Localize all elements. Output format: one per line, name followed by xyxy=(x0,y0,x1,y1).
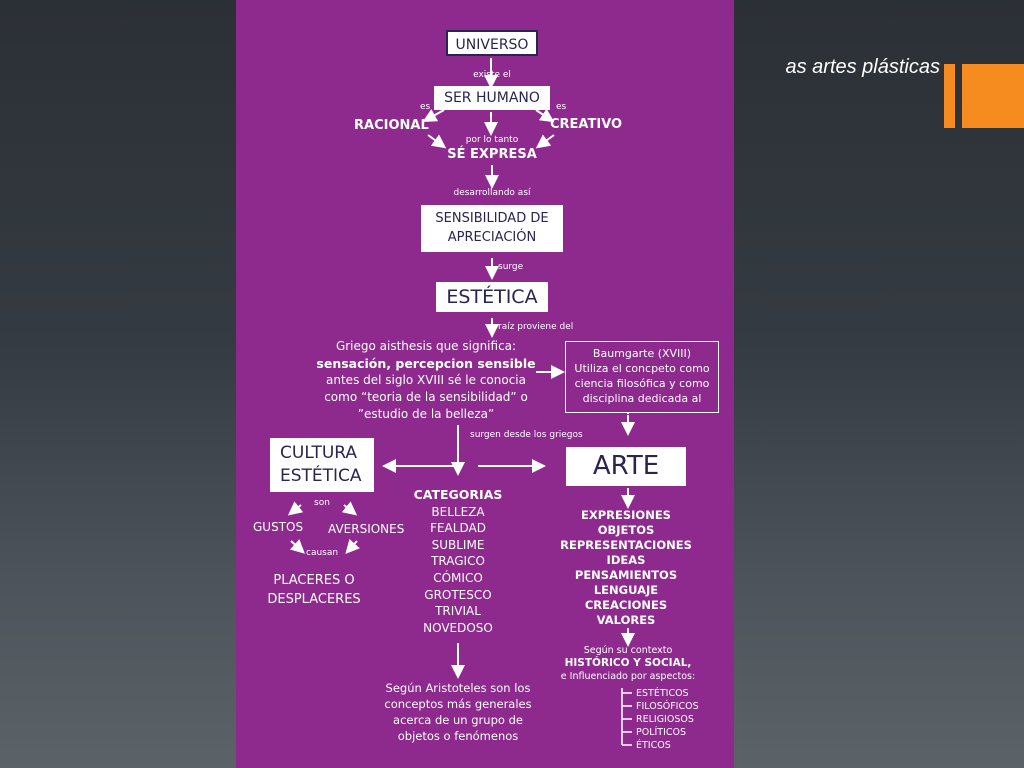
node-racional: RACIONAL xyxy=(354,118,429,133)
expresion-item: OBJETOS xyxy=(597,523,655,537)
baumgarte-line-2: Utiliza el concpeto como xyxy=(574,362,710,375)
node-cultura-estetica xyxy=(270,438,374,492)
griego-line-5: ”estudio de la belleza” xyxy=(357,407,495,421)
node-ser-humano: SER HUMANO xyxy=(434,86,550,110)
node-gustos: GUSTOS xyxy=(253,520,304,534)
sensibilidad-line-1: SENSIBILIDAD DE xyxy=(435,211,549,226)
node-estetica: ESTÉTICA xyxy=(436,282,548,312)
label-por-lo-tanto: por lo tanto xyxy=(465,135,519,145)
baumgarte-line-1: Baumgarte (XVIII) xyxy=(592,347,692,360)
accent-bar-thick xyxy=(962,64,1024,128)
arrow-gustos-placeres xyxy=(291,541,302,551)
aspecto-item: POLÍTICOS xyxy=(636,727,687,738)
node-placeres xyxy=(267,571,360,609)
griego-line-3: antes del siglo XVIII sé le conocia xyxy=(326,373,526,387)
expresiones-list xyxy=(560,508,692,628)
label-es-right: es xyxy=(556,102,567,112)
aspecto-item: FILOSÓFICOS xyxy=(636,701,699,712)
aspectos-list xyxy=(636,687,699,752)
expresion-item: LENGUAJE xyxy=(593,583,659,597)
griego-line-1: Griego aisthesis que significa: xyxy=(335,339,517,353)
aristoteles-line-3: acerca de un grupo de xyxy=(393,713,523,727)
categoria-item: GROTESCO xyxy=(424,587,492,602)
node-arte: ARTE xyxy=(566,447,686,486)
label-es-left: es xyxy=(420,102,431,112)
arrow-aversiones-placeres xyxy=(348,541,357,551)
expresion-item: PENSAMIENTOS xyxy=(574,568,678,582)
label-son: son xyxy=(314,498,330,508)
node-aversiones: AVERSIONES xyxy=(328,522,405,536)
contexto-text xyxy=(561,644,695,683)
aristoteles-line-4: objetos o fenómenos xyxy=(397,729,519,743)
griego-text xyxy=(316,338,535,423)
node-universo: UNIVERSO xyxy=(446,30,538,56)
contexto-line-1: Según su contexto xyxy=(583,645,673,656)
label-raiz: raíz proviene del xyxy=(498,322,574,332)
categoria-item: FEALDAD xyxy=(430,521,486,536)
aspecto-item: ESTÉTICOS xyxy=(636,688,689,699)
placeres-line-2: DESPLACERES xyxy=(267,592,361,607)
arrow-ser-creativo xyxy=(536,110,551,120)
aristoteles-line-1: Según Aristoteles son los xyxy=(385,681,531,695)
categoria-item: BELLEZA xyxy=(431,504,485,519)
arrow-cultura-aversiones xyxy=(344,505,354,513)
categorias-title: CATEGORIAS xyxy=(413,487,503,502)
aspecto-item: ÉTICOS xyxy=(636,740,671,751)
contexto-line-2: HISTÓRICO Y SOCIAL, xyxy=(564,657,692,669)
expresion-item: VALORES xyxy=(596,613,656,627)
expresion-item: REPRESENTACIONES xyxy=(560,538,692,552)
expresion-item: EXPRESIONES xyxy=(581,508,671,522)
cultura-line-1: CULTURA xyxy=(280,443,358,463)
contexto-line-3: e Influenciado por aspectos: xyxy=(560,671,696,682)
concept-map-poster xyxy=(236,0,734,768)
arrow-creativo-expresa xyxy=(539,135,554,146)
label-causan: causan xyxy=(306,548,339,558)
categoria-item: TRAGICO xyxy=(431,554,485,569)
label-surge: surge xyxy=(498,262,524,272)
categoria-item: SUBLIME xyxy=(431,537,485,552)
griego-line-4: como “teoria de la sensibilidad” o xyxy=(324,390,528,404)
node-sensibilidad xyxy=(421,205,563,252)
accent-bar-thin xyxy=(944,64,955,128)
label-existe-el: existe el xyxy=(473,70,511,80)
aspecto-item: RELIGIOSOS xyxy=(636,714,694,725)
slide-title: as artes plásticas xyxy=(785,56,940,78)
aristoteles-text xyxy=(384,680,531,744)
expresion-item: IDEAS xyxy=(606,553,646,567)
placeres-line-1: PLACERES O xyxy=(273,573,355,588)
categorias-list xyxy=(414,487,503,636)
categoria-item: TRIVIAL xyxy=(435,604,481,619)
node-baumgarte xyxy=(565,341,719,413)
griego-line-2: sensación, percepcion sensible xyxy=(316,356,536,371)
label-surgen: surgen desde los griegos xyxy=(470,430,583,440)
arrow-racional-expresa xyxy=(428,135,443,146)
arrow-cultura-gustos xyxy=(291,505,301,513)
cultura-line-2: ESTÉTICA xyxy=(280,466,362,486)
categoria-item: NOVEDOSO xyxy=(423,620,493,635)
label-desarrollando: desarrollando así xyxy=(453,188,531,198)
node-se-expresa: SÉ EXPRESA xyxy=(447,147,537,162)
baumgarte-line-3: ciencia filosófica y como xyxy=(574,377,710,390)
node-creativo: CREATIVO xyxy=(550,117,623,132)
sensibilidad-line-2: APRECIACIÓN xyxy=(447,230,537,245)
baumgarte-line-4: disciplina dedicada al xyxy=(582,392,702,405)
aspects-bracket xyxy=(622,688,632,745)
aristoteles-line-2: conceptos más generales xyxy=(384,697,532,711)
categoria-item: CÓMICO xyxy=(433,570,483,585)
expresion-item: CREACIONES xyxy=(584,598,668,612)
